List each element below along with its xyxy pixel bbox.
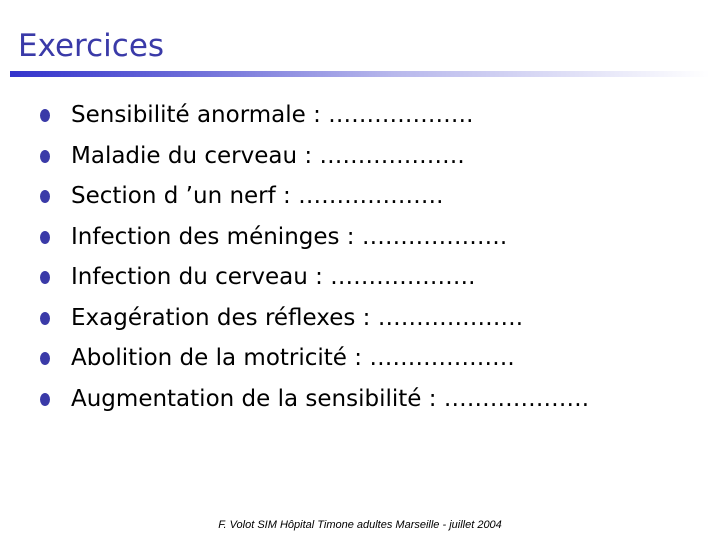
bullet-icon	[40, 271, 50, 284]
bullet-icon	[40, 352, 50, 365]
bullet-icon	[40, 150, 50, 163]
list-item-label: Sensibilité anormale : ……………….	[71, 102, 474, 128]
list-item-label: Infection des méninges : ……………….	[71, 223, 508, 250]
list-item-label: Abolition de la motricité : ……………….	[71, 345, 515, 371]
bullet-icon	[40, 190, 50, 203]
bullet-icon	[40, 231, 50, 244]
list-item-label: Maladie du cerveau : ……………….	[71, 142, 465, 169]
list-item-label: Exagération des réflexes : ……………….	[71, 304, 524, 331]
list-item-label: Augmentation de la sensibilité : ……………….	[71, 385, 590, 412]
bullet-icon	[40, 312, 50, 325]
list-item-label: Infection du cerveau : ……………….	[71, 264, 476, 290]
title-underline-rule	[10, 71, 710, 77]
bullet-icon	[40, 109, 50, 122]
slide-footer: F. Volot SIM Hôpital Timone adultes Marseille - juillet 2004	[218, 519, 502, 531]
bullet-icon	[40, 393, 50, 406]
slide-title: Exercices	[18, 28, 165, 64]
list-item-label: Section d ’un nerf : ……………….	[71, 183, 444, 209]
